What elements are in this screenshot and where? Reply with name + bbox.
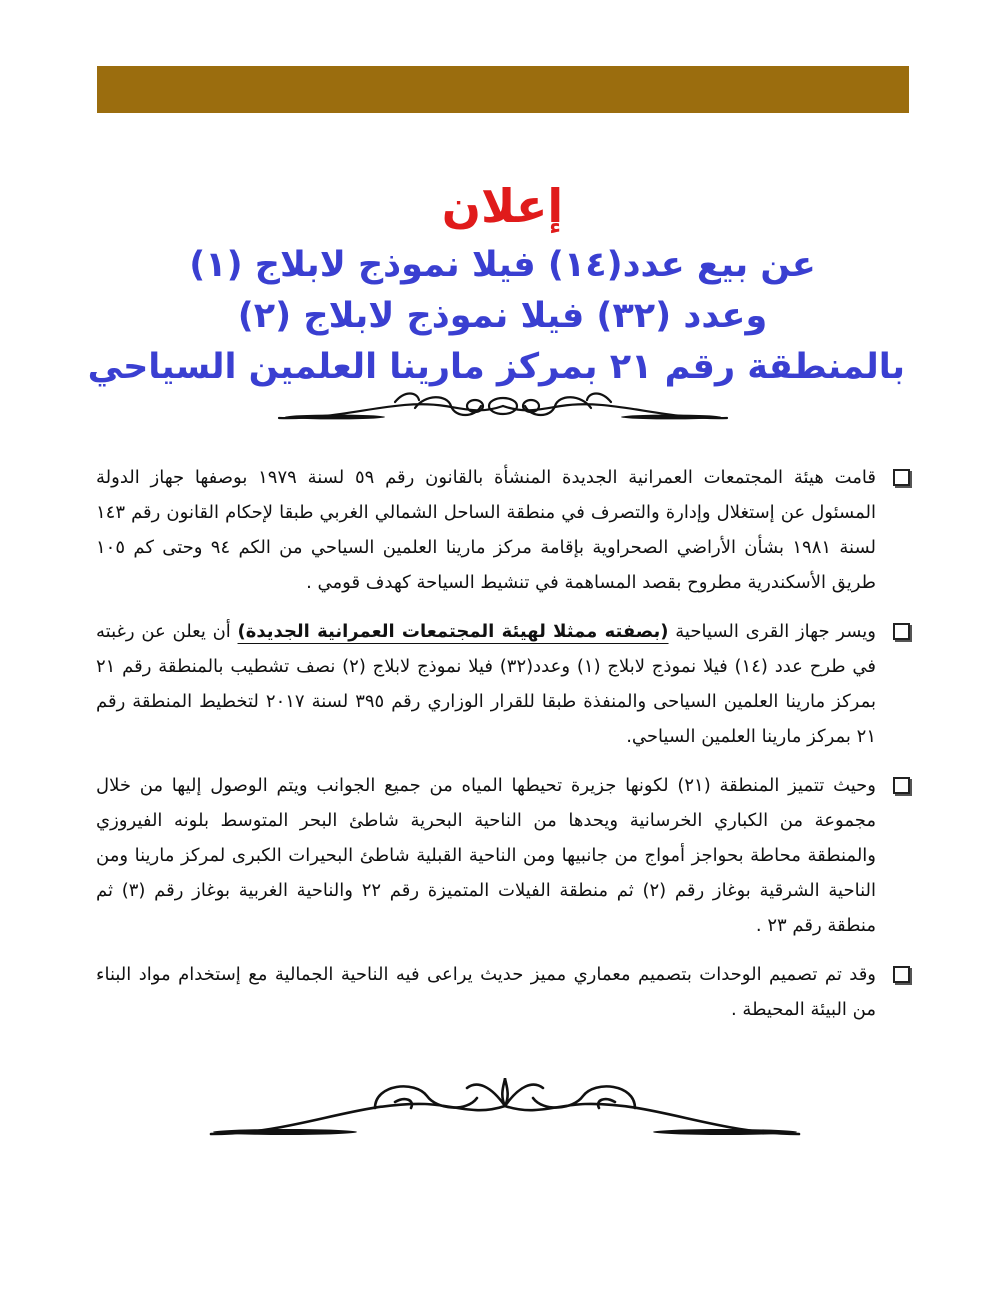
paragraph-2-text-start: ويسر جهاز القرى السياحية xyxy=(668,621,876,642)
paragraph-2-text-end: أن يعلن عن رغبته في طرح عدد (١٤) فيلا نموذج لابلاج (١) وعدد(٣٢) فيلا نموذج لابلاج (٢) نصف تشطيب بالمنطقة رقم ٢١ بمركز مارينا العلمين السياحى والمنفذة طبقا للقرار الوزاري رقم ٣٩٥ لسنة ٢٠١٧ لتخطيط المنطقة رقم ٢١ بمركز مارينا العلمين السياحي. xyxy=(96,621,876,747)
checkbox-bullet-icon xyxy=(893,623,910,640)
paragraph-3-text: وحيث تتميز المنطقة (٢١) لكونها جزيرة تحيطها المياه من جميع الجوانب ويتم الوصول إليها من خلال مجموعة من الكباري الخرسانية ويحدها من الناحية البحرية شاطئ البحر المتوسط بلونه الفيروزي والمنطقة محاطة بحواجز أمواج من جانبيها ومن الناحية القبلية شاطئ البحيرات الكبرى لمركز مارينا ومن الناحية الشرقية بوغاز رقم (٢) ثم منطقة الفيلات المتميزة رقم ٢٢ والناحية الغربية بوغاز رقم (٣) ثم منطقة رقم ٢٣ . xyxy=(96,775,877,936)
paragraph-1 xyxy=(96,460,910,600)
paragraph-2-emphasis: (بصفته ممثلا لهيئة المجتمعات العمرانية الجديدة) xyxy=(237,621,669,642)
checkbox-bullet-icon xyxy=(893,966,910,983)
ornament-divider-top xyxy=(275,384,731,428)
subtitle-line-1: عن بيع عدد(١٤) فيلا نموذج لابلاج (١) xyxy=(189,245,816,285)
checkbox-bullet-icon xyxy=(893,777,910,794)
page-title: إعلان xyxy=(441,179,564,233)
checkbox-bullet-icon xyxy=(893,469,910,486)
subtitle-line-2: وعدد (٣٢) فيلا نموذج لابلاج (٢) xyxy=(237,296,768,336)
paragraph-3 xyxy=(96,768,910,943)
header-banner-bar xyxy=(97,66,909,113)
announcement-body xyxy=(96,460,910,1041)
ornament-divider-bottom xyxy=(205,1072,805,1140)
subtitle-line-3: بالمنطقة رقم ٢١ بمركز مارينا العلمين السياحي xyxy=(87,347,905,387)
paragraph-1-text: قامت هيئة المجتمعات العمرانية الجديدة المنشأة بالقانون رقم ٥٩ لسنة ١٩٧٩ بوصفها جهاز الدولة المسئول عن إستغلال وإدارة والتصرف في منطقة الساحل الشمالي الغربي طبقا لإحكام القانون رقم ١٤٣ لسنة ١٩٨١ بشأن الأراضي الصحراوية بإقامة مركز مارينا العلمين السياحي من الكم ٩٤ وحتى كم ١٠٥ طريق الأسكندرية مطروح بقصد المساهمة في تنشيط السياحة كهدف قومي . xyxy=(96,467,876,593)
subtitle-block xyxy=(87,240,905,393)
paragraph-4-text: وقد تم تصميم الوحدات بتصميم معماري مميز حديث يراعى فيه الناحية الجمالية مع إستخدام مواد البناء من البيئة المحيطة . xyxy=(96,964,876,1020)
paragraph-2 xyxy=(96,614,910,754)
paragraph-4 xyxy=(96,957,910,1027)
